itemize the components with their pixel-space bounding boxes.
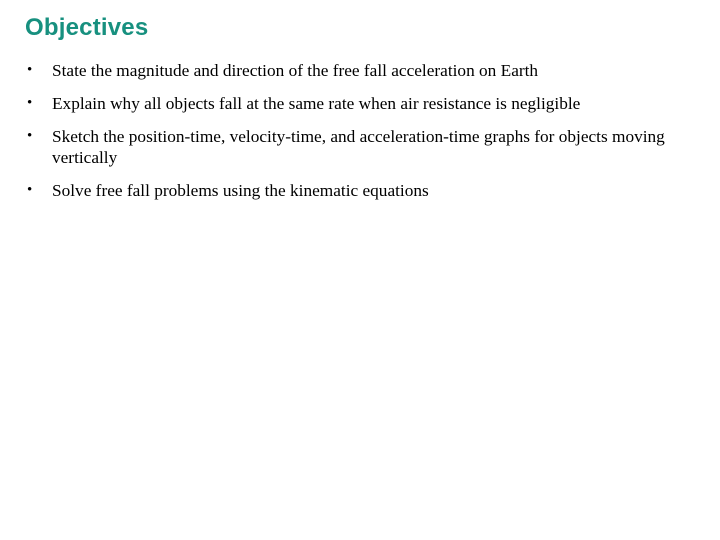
objective-item [27,180,707,201]
objective-item [27,126,707,168]
objective-text: Explain why all objects fall at the same rate when air resistance is negligible [52,94,581,113]
bullet-icon: • [27,182,33,198]
slide-title: Objectives [25,14,149,41]
bullet-icon: • [27,128,33,144]
bullet-icon: • [27,95,33,111]
objective-item [27,60,707,81]
bullet-icon: • [27,62,33,78]
objectives-list [27,60,707,213]
objective-item [27,93,707,114]
objective-text: Solve free fall problems using the kinematic equations [52,181,429,200]
objective-text: Sketch the position-time, velocity-time, and acceleration-time graphs for objects moving vertically [52,127,665,167]
objective-text: State the magnitude and direction of the free fall acceleration on Earth [52,61,539,80]
